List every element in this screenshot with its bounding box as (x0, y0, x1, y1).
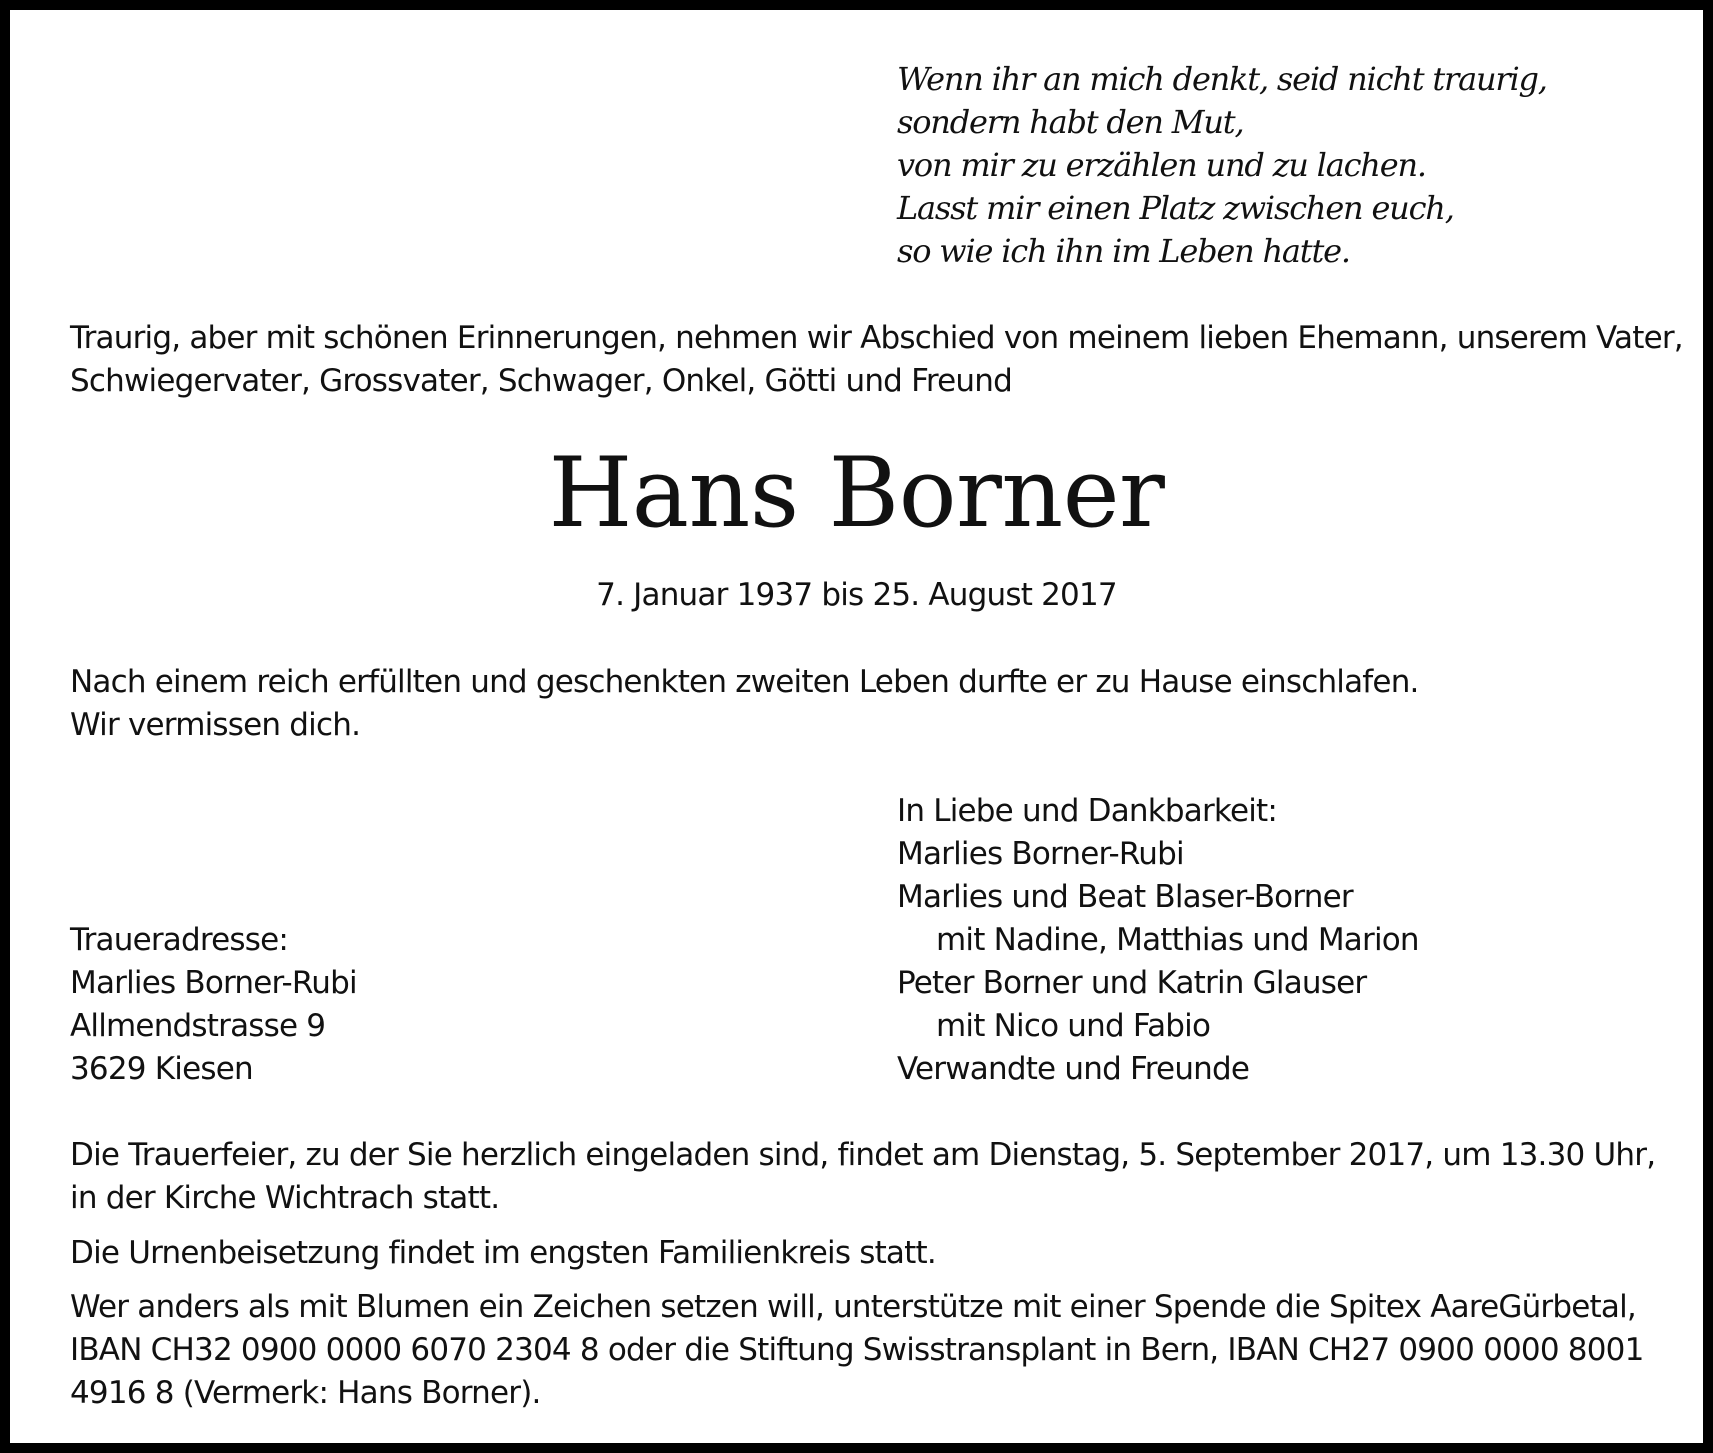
farewell-introduction (70, 317, 1683, 403)
mourning-address (70, 919, 357, 1091)
message-line: Nach einem reich erfüllten und geschenkten zweiten Leben durfte er zu Hause einschlafen. (70, 664, 1419, 700)
memorial-poem (897, 58, 1547, 273)
donation-request (70, 1286, 1663, 1415)
donation-line: 4916 8 (Vermerk: Hans Borner). (70, 1375, 541, 1411)
mourners-list (897, 790, 1419, 1091)
donation-line: Wer anders als mit Blumen ein Zeichen setzen will, unterstütze mit einer Spende die Spitex AareGürbetal, (70, 1289, 1636, 1325)
mourner-entry: Marlies Borner-Rubi (897, 836, 1184, 872)
message-line: Wir vermissen dich. (70, 707, 361, 743)
poem-line: so wie ich ihn im Leben hatte. (897, 232, 1350, 270)
donation-line: IBAN CH32 0900 0000 6070 2304 8 oder die Stiftung Swisstransplant in Bern, IBAN CH27 0900 0000 8001 (70, 1332, 1644, 1368)
ceremony-line: in der Kirche Wichtrach statt. (70, 1180, 500, 1216)
mourners-heading: In Liebe und Dankbarkeit: (897, 793, 1278, 829)
farewell-message (70, 661, 1419, 747)
intro-line: Schwiegervater, Grossvater, Schwager, Onkel, Götti und Freund (70, 363, 1012, 399)
address-street: Allmendstrasse 9 (70, 1008, 326, 1044)
mourner-entry-children: mit Nico und Fabio (936, 1008, 1211, 1044)
poem-line: Wenn ihr an mich denkt, seid nicht traurig, (897, 60, 1547, 98)
burial-notice: Die Urnenbeisetzung findet im engsten Familienkreis statt. (70, 1235, 936, 1271)
intro-line: Traurig, aber mit schönen Erinnerungen, nehmen wir Abschied von meinem lieben Ehemann, unserem Vater, (70, 320, 1683, 356)
life-dates: 7. Januar 1937 bis 25. August 2017 (596, 577, 1117, 613)
mourner-entry: Verwandte und Freunde (897, 1051, 1250, 1087)
deceased-name: Hans Borner (548, 437, 1165, 549)
mourner-entry: Marlies und Beat Blaser-Borner (897, 879, 1353, 915)
address-city: 3629 Kiesen (70, 1051, 253, 1087)
poem-line: sondern habt den Mut, (897, 103, 1244, 141)
address-heading: Traueradresse: (70, 922, 289, 958)
mourner-entry: Peter Borner und Katrin Glauser (897, 965, 1367, 1001)
ceremony-line: Die Trauerfeier, zu der Sie herzlich eingeladen sind, findet am Dienstag, 5. September 2017, um 13.30 Uhr, (70, 1137, 1656, 1173)
ceremony-announcement (70, 1134, 1663, 1220)
poem-line: Lasst mir einen Platz zwischen euch, (897, 189, 1454, 227)
poem-line: von mir zu erzählen und zu lachen. (897, 146, 1426, 184)
mourner-entry-children: mit Nadine, Matthias und Marion (936, 922, 1419, 958)
address-name: Marlies Borner-Rubi (70, 965, 357, 1001)
